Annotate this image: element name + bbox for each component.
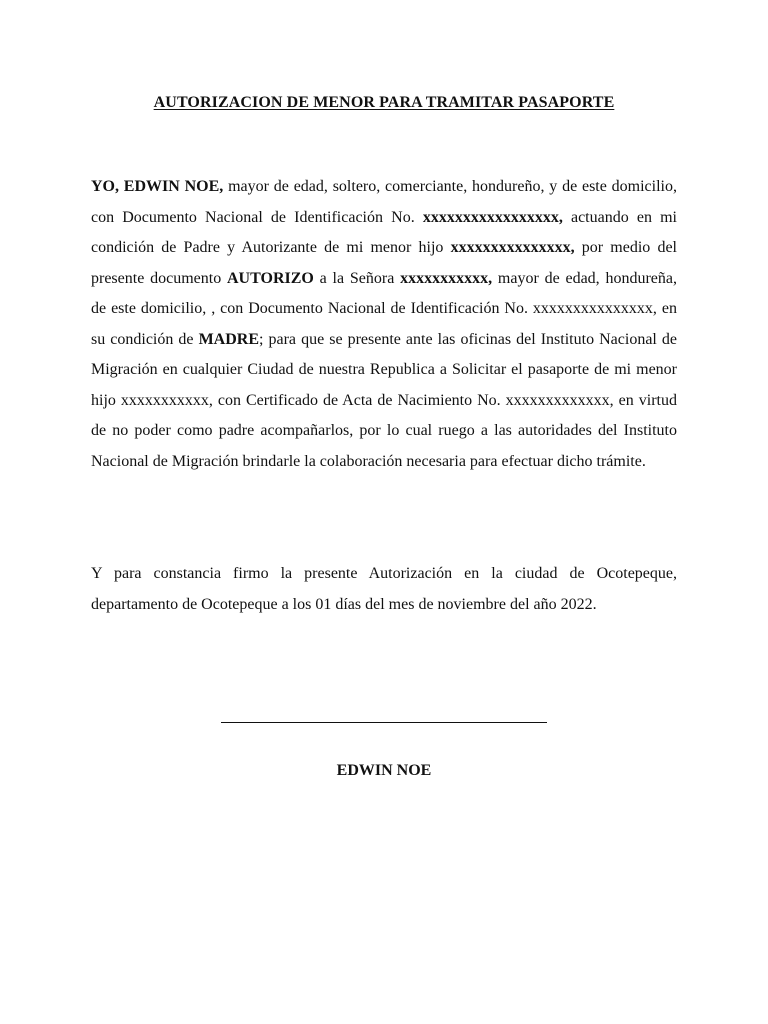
mother-keyword: MADRE	[198, 330, 259, 348]
signature-name: EDWIN NOE	[336, 762, 432, 779]
authorize-keyword: AUTORIZO	[227, 269, 314, 287]
authorizer-name: YO, EDWIN NOE,	[91, 178, 224, 195]
paragraph-text: ; para que se presente ante las oficinas del Instituto Nacional de Migración en cualquier Ciudad de nuestra Republica a Solicitar el pasaporte de mi menor hijo xxxxxxxxxxx, con Certificado de Acta de Nacimiento No. xxxxxxxxxxxxx, en virtud de no poder como padre acompañarlos, por lo cual ruego a las autoridades del Instituto Nacional de Migración brindarle la colaboración necesaria para efectuar dicho trámite.	[91, 330, 678, 470]
paragraph-text: por medio del presente documento	[91, 239, 677, 287]
authorizer-id-number: xxxxxxxxxxxxxxxxx,	[422, 208, 563, 226]
authorization-paragraph	[91, 172, 677, 477]
paragraph-text: a la Señora	[313, 269, 401, 287]
closing-paragraph: Y para constancia firmo la presente Autorización en la ciudad de Ocotepeque, departamento de Ocotepeque a los 01 días del mes de noviembre del año 2022.	[91, 565, 677, 613]
paragraph-text: mayor de edad, soltero, comerciante, hondureño, y de este domicilio, con Documento Nacional de Identificación No.	[91, 178, 677, 226]
document-title: AUTORIZACION DE MENOR PARA TRAMITAR PASAPORTE	[153, 94, 615, 111]
minor-name: xxxxxxxxxxxxxxx,	[450, 239, 575, 256]
paragraph-text: mayor de edad, hondureña, de este domicilio, , con Documento Nacional de Identificación No. xxxxxxxxxxxxxxx, en su condición de	[91, 269, 678, 348]
paragraph-text: actuando en mi condición de Padre y Autorizante de mi menor hijo	[91, 208, 678, 256]
mother-name: xxxxxxxxxxx,	[400, 269, 493, 287]
signature-line	[221, 722, 547, 723]
